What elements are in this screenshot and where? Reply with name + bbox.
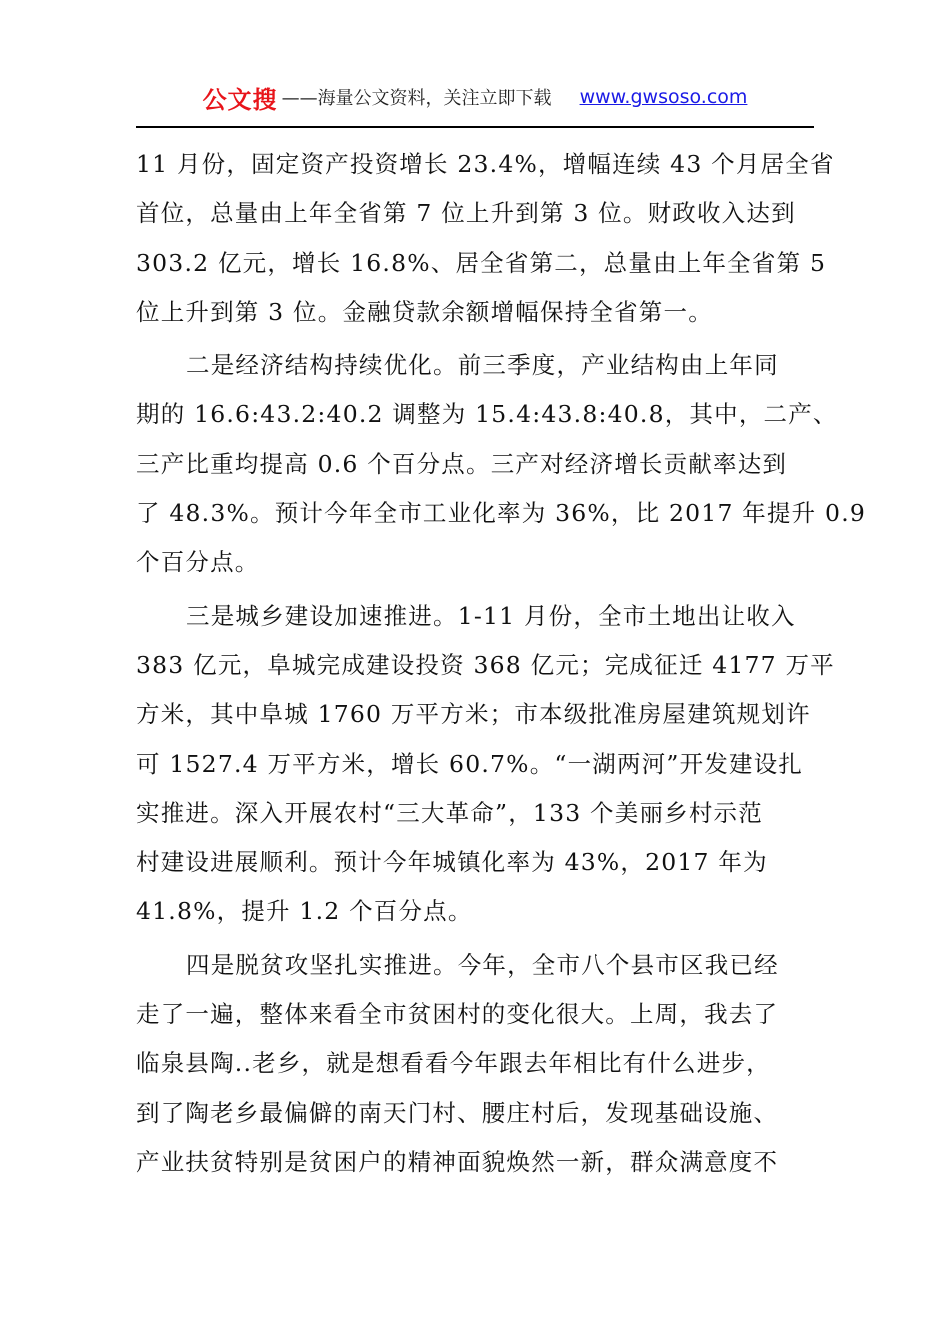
paragraph [136, 941, 814, 1187]
document-body [136, 140, 867, 1187]
text-line: 个百分点。 [136, 548, 260, 577]
text-line: 三产比重均提高 0.6 个百分点。三产对经济增长贡献率达到 [136, 449, 788, 478]
header-tagline: ——海量公文资料，关注立即下载 [281, 88, 552, 109]
text-line: 到了陶老乡最偏僻的南天门村、腰庄村后，发现基础设施、 [136, 1098, 779, 1127]
text-line: 四是脱贫攻坚扎实推进。今年，全市八个县市区我已经 [186, 950, 779, 979]
text-line: 方米，其中阜城 1760 万平方米；市本级批准房屋建筑规划许 [136, 700, 811, 729]
text-line: 三是城乡建设加速推进。1-11 月份，全市土地出让收入 [186, 601, 796, 630]
text-line: 303.2 亿元，增长 16.8%、居全省第二，总量由上年全省第 5 [136, 248, 827, 277]
text-line: 实推进。深入开展农村“三大革命”，133 个美丽乡村示范 [136, 798, 763, 827]
paragraph [136, 592, 835, 937]
paragraph [136, 341, 867, 587]
text-line: 383 亿元，阜城完成建设投资 368 亿元；完成征迁 4177 万平 [136, 650, 835, 679]
text-line: 可 1527.4 万平方米，增长 60.7%。“一湖两河”开发建设扎 [136, 749, 804, 778]
text-line: 首位，总量由上年全省第 7 位上升到第 3 位。财政收入达到 [136, 199, 796, 228]
paragraph [136, 140, 835, 337]
text-line: 临泉县陶..老乡，就是想看看今年跟去年相比有什么进步， [136, 1049, 771, 1078]
text-line: 位上升到第 3 位。金融贷款余额增幅保持全省第一。 [136, 297, 713, 326]
text-line: 了 48.3%。预计今年全市工业化率为 36%，比 2017 年提升 0.9 [136, 499, 867, 528]
text-line: 产业扶贫特别是贫困户的精神面貌焕然一新，群众满意度不 [136, 1147, 779, 1176]
website-link[interactable]: www.gwsoso.com [579, 86, 748, 108]
text-line: 11 月份，固定资产投资增长 23.4%，增幅连续 43 个月居全省 [136, 150, 835, 178]
brand-logo-text: 公文搜 [202, 85, 278, 114]
text-line: 村建设进展顺利。预计今年城镇化率为 43%，2017 年为 [136, 848, 768, 877]
header-divider [136, 126, 814, 128]
text-line: 期的 16.6:43.2:40.2 调整为 15.4:43.8:40.8，其中，二产、 [136, 400, 838, 429]
text-line: 41.8%，提升 1.2 个百分点。 [136, 897, 473, 926]
text-line: 二是经济结构持续优化。前三季度，产业结构由上年同 [186, 351, 779, 380]
page-header [136, 80, 814, 114]
text-line: 走了一遍，整体来看全市贫困村的变化很大。上周，我去了 [136, 1000, 779, 1029]
